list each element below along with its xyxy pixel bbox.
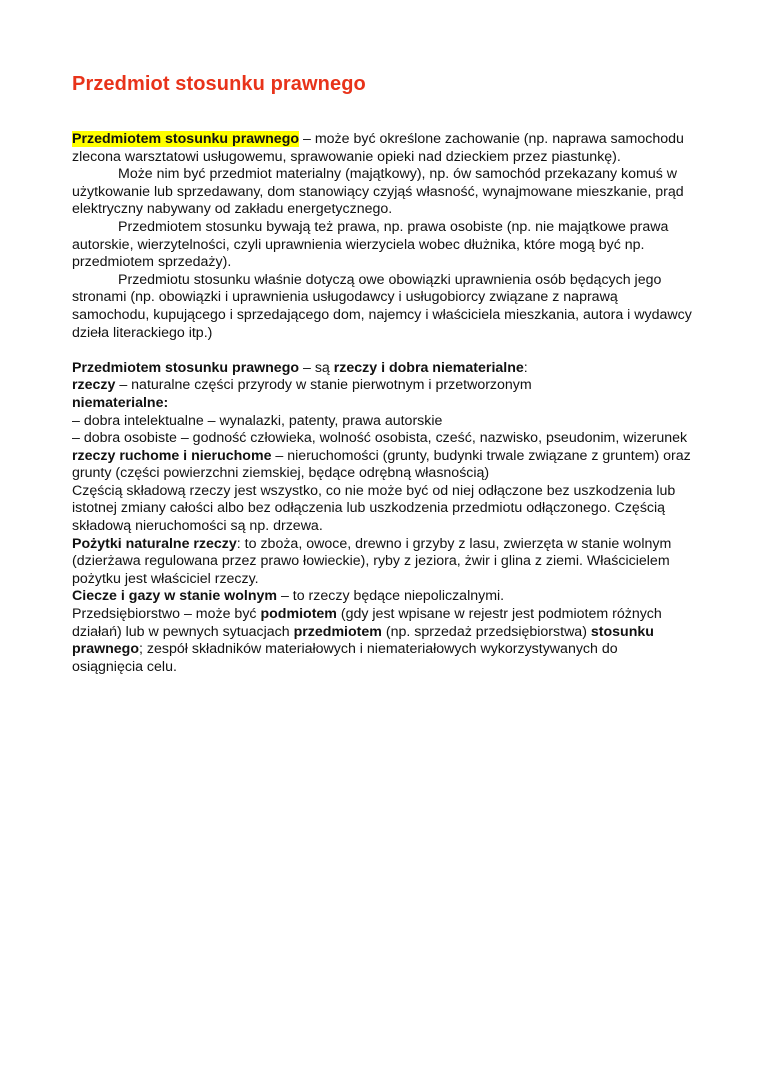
definition-ciecze: Ciecze i gazy w stanie wolnym – to rzeczy będące niepoliczalnymi. xyxy=(72,588,505,605)
document-body xyxy=(72,131,692,676)
paragraph-przedsiebiorstwo: Przedsiębiorstwo – może być podmiotem (gdy jest wpisane w rejestr jest podmiotem różnych działań) lub w pewnych sytuacjach przedmiotem (np. sprzedaż przedsiębiorstwa) stosunku prawnego; zespół składników materiałowych i niemateriałowych wykorzystywanych do osiągnięcia celu. xyxy=(72,606,662,675)
page-title: Przedmiot stosunku prawnego xyxy=(72,73,366,95)
definition-rzeczy: rzeczy – naturalne części przyrody w stanie pierwotnym i przetworzonym xyxy=(72,377,532,394)
highlighted-term: Przedmiotem stosunku prawnego xyxy=(72,131,300,147)
list-item-intellectual: – dobra intelektualne – wynalazki, patenty, prawa autorskie xyxy=(72,412,443,429)
list-item-personal: – dobra osobiste – godność człowieka, wolność osobista, cześć, nazwisko, pseudonim, wizerunek xyxy=(72,430,688,447)
definition-pozytki: Pożytki naturalne rzeczy: to zboża, owoce, drewno i grzyby z lasu, zwierzęta w stanie wolnym (dzierżawa regulowana przez prawo łowieckie), ryby z jeziora, żwir i glina z ziemi. Właścicielem pożytku jest właściciel rzeczy. xyxy=(72,535,672,587)
paragraph-czesc-skladowa: Częścią składową rzeczy jest wszystko, co nie może być od niej odłączone bez uszkodzenia lub istotnej zmiany całości albo bez odłączenia lub uszkodzenia przedmiotu odłączonego. Częścią składową nieruchomości są np. drzewa. xyxy=(72,482,676,535)
paragraph-3: Przedmiotem stosunku bywają też prawa, np. prawa osobiste (np. nie majątkowe prawa autorskie, wierzytelności, czyli uprawnienia wierzyciela wobec dłużnika, które mogą być np. przedmiotem sprzedaży). xyxy=(72,218,669,271)
paragraph-4: Przedmiotu stosunku właśnie dotyczą owe obowiązki uprawnienia osób będących jego stronami (np. obowiązki i uprawnienia usługodawcy i usługobiorcy związane z naprawą samochodu, kupującego i sprzedającego dom, najemcy i właściciela mieszkania, autora i wydawcy dzieła literackiego itp.) xyxy=(72,271,692,341)
definition-ruchome: rzeczy ruchome i nieruchome – nieruchomości (grunty, budynki trwale związane z gruntem) oraz grunty (części powierzchni ziemskiej, będące odrębną własnością) xyxy=(72,447,691,482)
spacer xyxy=(72,342,692,360)
section-intro: Przedmiotem stosunku prawnego – są rzeczy i dobra niematerialne: xyxy=(72,359,528,376)
heading-niematerialne: niematerialne: xyxy=(72,394,169,411)
paragraph-1: Przedmiotem stosunku prawnego – może być określone zachowanie (np. naprawa samochodu zlecona warsztatowi usługowemu, sprawowanie opieki nad dzieckiem przez piastunkę). xyxy=(72,131,684,165)
paragraph-2: Może nim być przedmiot materialny (majątkowy), np. ów samochód przekazany komuś w użytkowanie lub sprzedawany, dom stanowiący czyjąś własność, wynajmowane mieszkanie, prąd elektryczny nabywany od zakładu energetycznego. xyxy=(72,166,684,218)
